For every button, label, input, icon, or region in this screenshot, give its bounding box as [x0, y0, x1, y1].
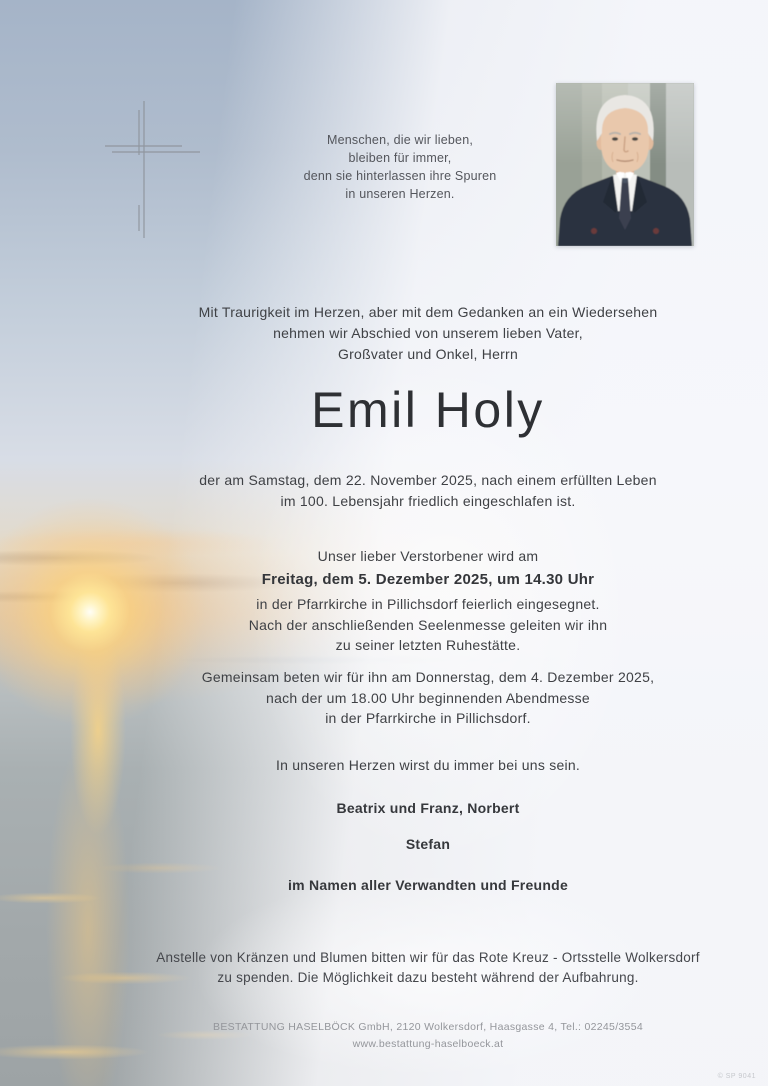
- donation-line-1: Anstelle von Kränzen und Blumen bitten wir für das Rote Kreuz - Ortsstelle Wolkersdorf: [156, 950, 700, 965]
- poem-line-3: denn sie hinterlassen ihre Spuren: [303, 169, 497, 183]
- memorial-poem: [240, 131, 560, 203]
- farewell-line: In unseren Herzen wirst du immer bei uns sein.: [275, 757, 581, 773]
- passing-line-2: im 100. Lebensjahr friedlich eingeschlafen ist.: [280, 493, 576, 509]
- prayer-line-3: in der Pfarrkirche in Pillichsdorf.: [325, 710, 531, 726]
- funeral-home-address: BESTATTUNG HASELBÖCK GmbH, 2120 Wolkersdorf, Haasgasse 4, Tel.: 02245/3554: [213, 1021, 643, 1033]
- blessing-line-1: in der Pfarrkirche in Pillichsdorf feierlich eingesegnet.: [256, 596, 600, 612]
- blessing-datetime: Freitag, dem 5. Dezember 2025, um 14.30 Uhr: [261, 571, 595, 588]
- poem-line-2: bleiben für immer,: [348, 151, 452, 165]
- donation-note: [88, 948, 768, 988]
- deceased-name: Emil Holy: [311, 382, 545, 438]
- poem-line-1: Menschen, die wir lieben,: [326, 133, 474, 147]
- passing-paragraph: [88, 470, 768, 512]
- prayer-paragraph: [88, 667, 768, 729]
- blessing-details: [88, 594, 768, 656]
- mourners-line-2: Stefan: [405, 836, 451, 852]
- funeral-home-info: [88, 1019, 768, 1052]
- prayer-line-2: nach der um 18.00 Uhr beginnenden Abendmesse: [266, 689, 590, 706]
- blessing-line-2: Nach der anschließenden Seelenmesse geleiten wir ihn: [248, 616, 608, 633]
- announcement-line-3: Großvater und Onkel, Herrn: [337, 346, 518, 362]
- portrait-photo: [556, 83, 694, 246]
- announcement-line-1: Mit Traurigkeit im Herzen, aber mit dem Gedanken an ein Wiedersehen: [198, 304, 658, 320]
- funeral-home-website: www.bestattung-haselboeck.at: [352, 1037, 504, 1050]
- donation-line-2: zu spenden. Die Möglichkeit dazu besteht während der Aufbahrung.: [217, 970, 639, 985]
- announcement-paragraph: [88, 302, 768, 365]
- print-watermark: © SP 9041: [717, 1073, 756, 1080]
- mourners-line-3: im Namen aller Verwandten und Freunde: [288, 877, 568, 893]
- memorial-cross-icon: [100, 93, 205, 245]
- poem-line-4: in unseren Herzen.: [345, 187, 455, 201]
- mourners-line-1: Beatrix und Franz, Norbert: [336, 800, 520, 816]
- announcement-line-2: nehmen wir Abschied von unserem lieben Vater,: [273, 325, 583, 341]
- blessing-intro: Unser lieber Verstorbener wird am: [317, 548, 539, 564]
- passing-line-1: der am Samstag, dem 22. November 2025, nach einem erfüllten Leben: [199, 472, 657, 488]
- blessing-line-3: zu seiner letzten Ruhestätte.: [335, 637, 521, 653]
- prayer-line-1: Gemeinsam beten wir für ihn am Donnerstag, dem 4. Dezember 2025,: [201, 669, 655, 685]
